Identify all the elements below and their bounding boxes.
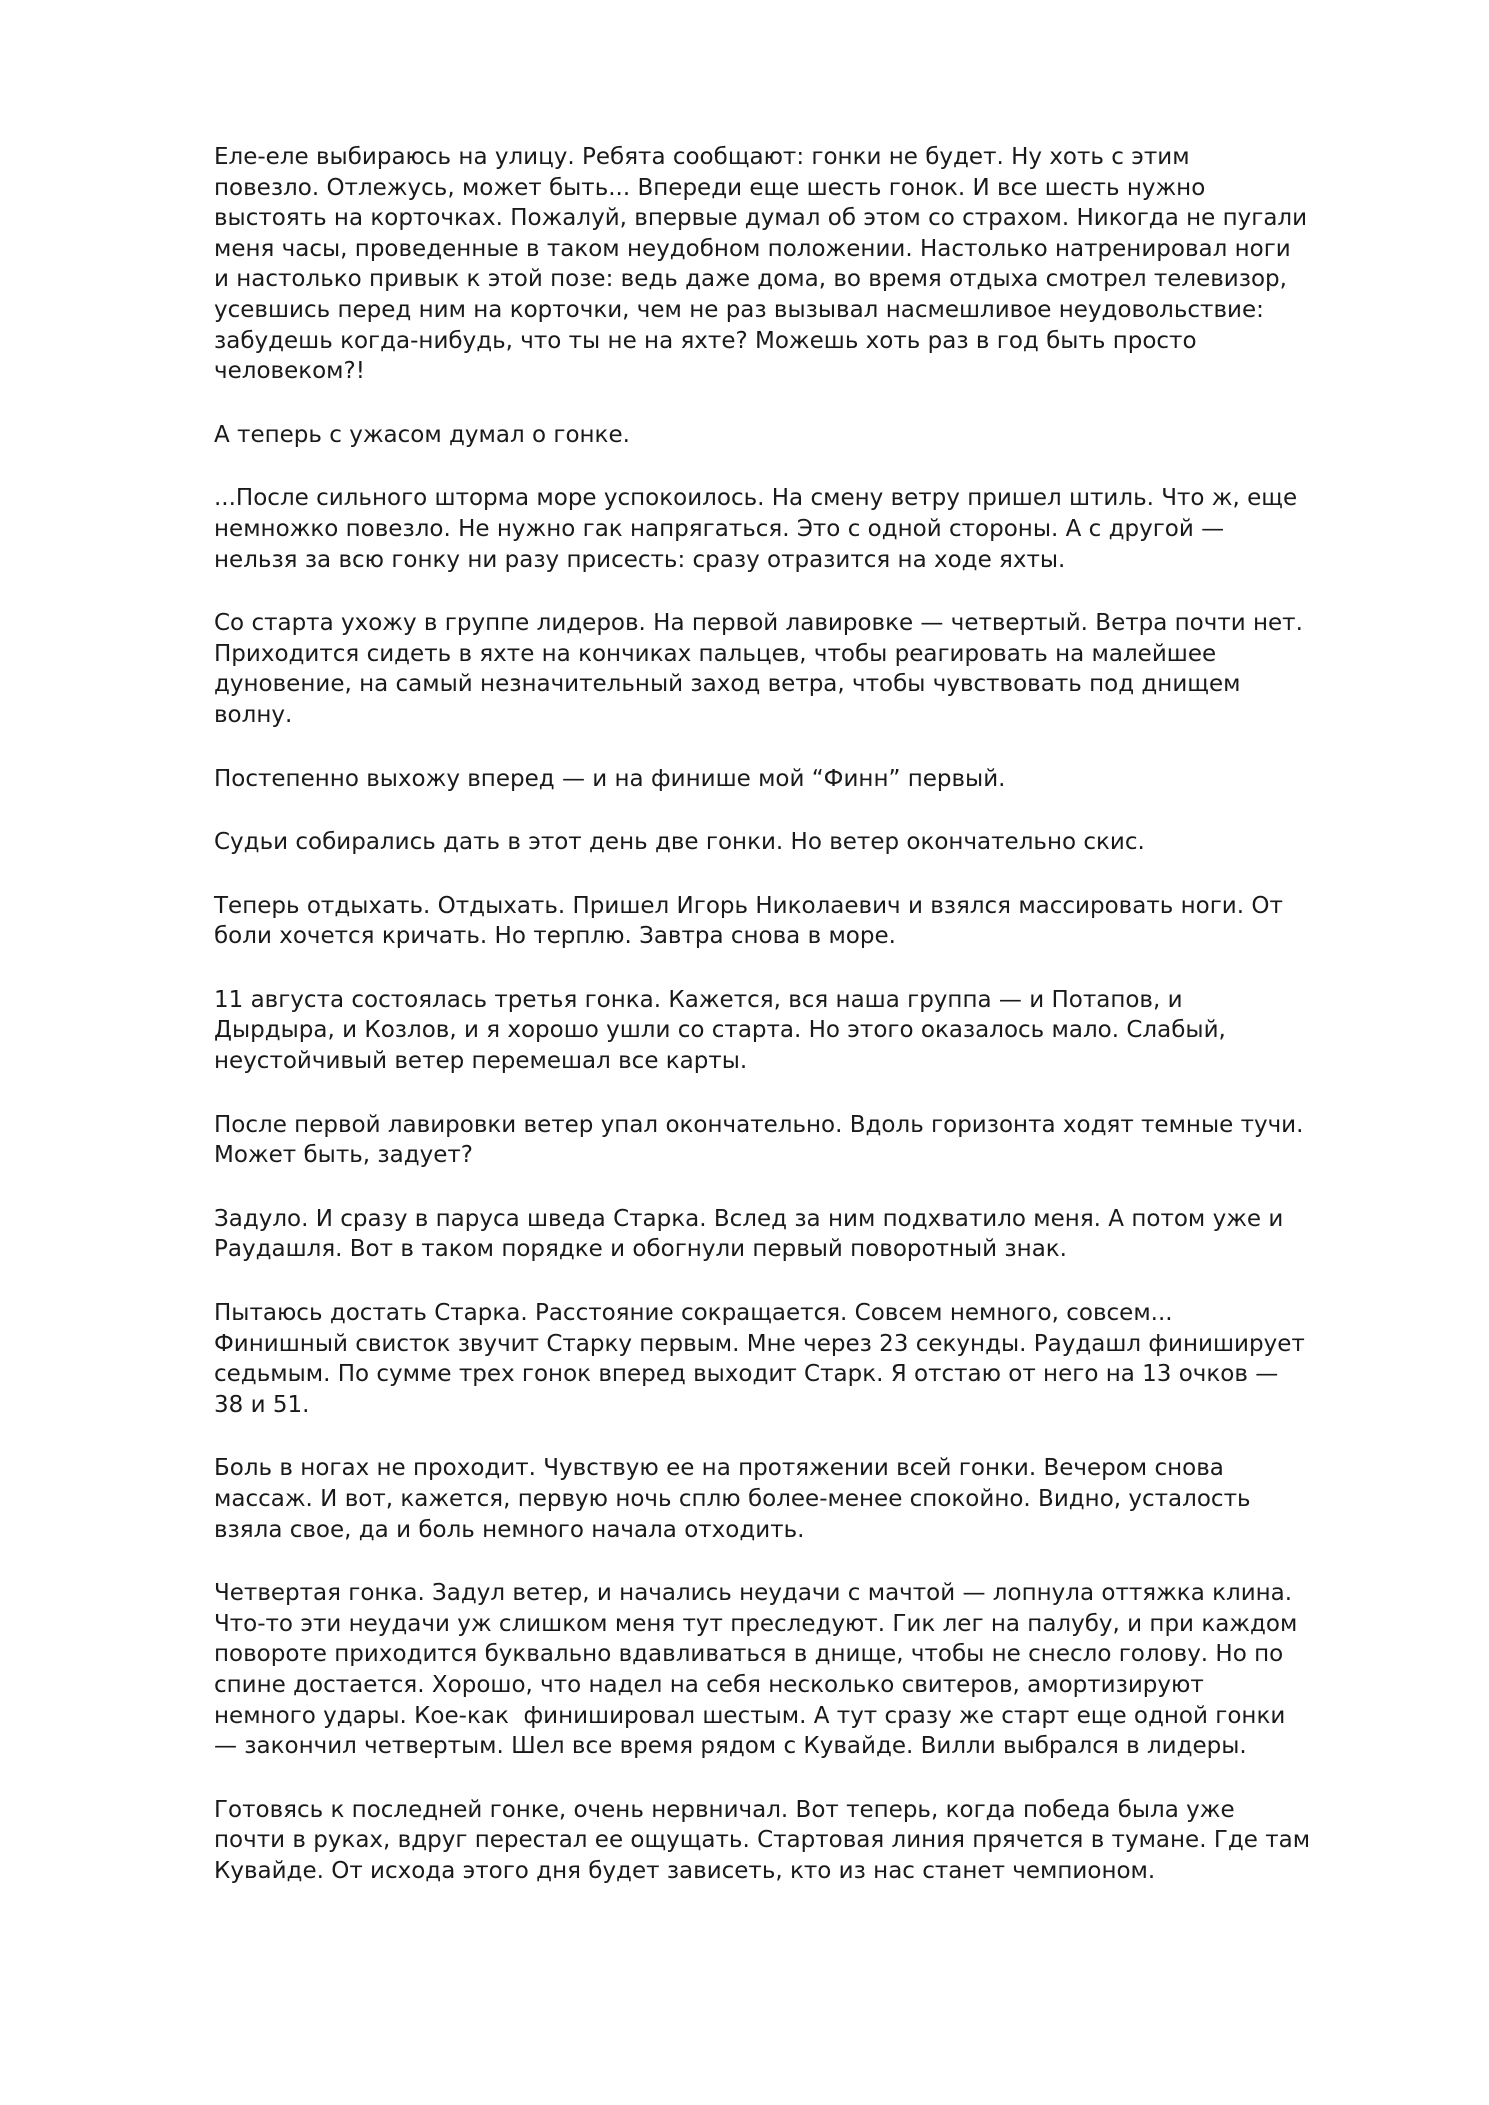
paragraph [214, 1795, 1414, 1887]
text-line: 38 и 51. [214, 1391, 310, 1418]
text-line: Может быть, задует? [214, 1142, 474, 1169]
text-line: выстоять на корточках. Пожалуй, впервые думал об этом со страхом. Никогда не пугали [214, 205, 1308, 232]
text-line: Что-то эти неудачи уж слишком меня тут преследуют. Гик лег на палубу, и при каждом [214, 1610, 1298, 1637]
text-line: и настолько привык к этой позе: ведь даже дома, во время отдыха смотрел телевизор, [214, 266, 1287, 293]
paragraph [214, 142, 1414, 387]
text-line: 11 августа состоялась третья гонка. Кажется, вся наша группа — и Потапов, и [214, 986, 1183, 1013]
text-line: Судьи собирались дать в этот день две гонки. Но ветер окончательно скис. [214, 829, 1145, 856]
text-line: забудешь когда-нибудь, что ты не на яхте? Можешь хоть раз в год быть просто [214, 327, 1197, 354]
text-line: ...После сильного шторма море успокоилось. На смену ветру пришел штиль. Что ж, еще [214, 485, 1298, 512]
paragraph [214, 1110, 1414, 1171]
text-line: Постепенно выхожу вперед — и на финише мой “Финн” первый. [214, 765, 1006, 792]
paragraph [214, 764, 1414, 795]
paragraph [214, 1453, 1414, 1545]
paragraph [214, 483, 1414, 575]
paragraph [214, 827, 1414, 858]
text-line: Еле-еле выбираюсь на улицу. Ребята сообщают: гонки не будет. Ну хоть с этим [214, 144, 1190, 170]
text-line: повороте приходится буквально вдавливаться в днище, чтобы не снесло голову. Но по [214, 1641, 1284, 1668]
text-line: Задуло. И сразу в паруса шведа Старка. Вслед за ним подхватило меня. А потом уже и [214, 1205, 1284, 1232]
text-line: Приходится сидеть в яхте на кончиках пальцев, чтобы реагировать на малейшее [214, 640, 1217, 667]
text-line: массаж. И вот, кажется, первую ночь сплю более-менее спокойно. Видно, усталость [214, 1486, 1251, 1512]
paragraph [214, 420, 1414, 451]
text-line: усевшись перед ним на корточки, чем не раз вызывал насмешливое неудовольствие: [214, 296, 1264, 323]
text-line: Кувайде. От исхода этого дня будет зависеть, кто из нас станет чемпионом. [214, 1857, 1156, 1884]
text-line: неустойчивый ветер перемешал все карты. [214, 1048, 748, 1075]
text-line: Дырдыра, и Козлов, и я хорошо ушли со старта. Но этого оказалось мало. Слабый, [214, 1017, 1226, 1044]
text-line: нельзя за всю гонку ни разу присесть: сразу отразится на ходе яхты. [214, 546, 1066, 573]
text-line: дуновение, на самый незначительный заход ветра, чтобы чувствовать под днищем [214, 671, 1241, 698]
text-line: — закончил четвертым. Шел все время рядом с Кувайде. Вилли выбрался в лидеры. [214, 1733, 1247, 1760]
paragraph [214, 891, 1414, 952]
text-line: волну. [214, 701, 293, 728]
text-line: Пытаюсь достать Старка. Расстояние сокращается. Совсем немного, совсем... [214, 1300, 1173, 1327]
text-line: седьмым. По сумме трех гонок вперед выходит Старк. Я отстаю от него на 13 очков — [214, 1361, 1279, 1388]
text-line: Финишный свисток звучит Старку первым. Мне через 23 секунды. Раудашл финиширует [214, 1330, 1305, 1357]
text-line: Боль в ногах не проходит. Чувствую ее на протяжении всей гонки. Вечером снова [214, 1455, 1224, 1482]
paragraph [214, 1204, 1414, 1265]
paragraph [214, 608, 1414, 730]
paragraph [214, 1578, 1414, 1762]
text-line: немного удары. Кое-как финишировал шестым. А тут сразу же старт еще одной гонки [214, 1702, 1286, 1729]
text-line: боли хочется кричать. Но терплю. Завтра снова в море. [214, 923, 896, 950]
text-line: человеком?! [214, 358, 365, 385]
paragraph [214, 985, 1414, 1077]
text-line: После первой лавировки ветер упал окончательно. Вдоль горизонта ходят темные тучи. [214, 1111, 1304, 1138]
paragraph [214, 1298, 1414, 1420]
text-line: повезло. Отлежусь, может быть... Впереди еще шесть гонок. И все шесть нужно [214, 174, 1206, 201]
text-line: Раудашля. Вот в таком порядке и обогнули первый поворотный знак. [214, 1236, 1067, 1263]
document-page [214, 142, 1414, 1920]
text-line: немножко повезло. Не нужно гак напрягаться. Это с одной стороны. А с другой — [214, 515, 1225, 542]
text-line: Со старта ухожу в группе лидеров. На первой лавировке — четвертый. Ветра почти нет. [214, 610, 1303, 637]
text-line: А теперь с ужасом думал о гонке. [214, 421, 630, 448]
text-line: меня часы, проведенные в таком неудобном положении. Настолько натренировал ноги [214, 235, 1291, 262]
text-line: Теперь отдыхать. Отдыхать. Пришел Игорь Николаевич и взялся массировать ноги. От [214, 892, 1283, 919]
text-line: взяла свое, да и боль немного начала отходить. [214, 1516, 805, 1543]
text-line: Готовясь к последней гонке, очень нервничал. Вот теперь, когда победа была уже [214, 1796, 1235, 1823]
text-line: спине достается. Хорошо, что надел на себя несколько свитеров, амортизируют [214, 1671, 1204, 1698]
text-line: Четвертая гонка. Задул ветер, и начались неудачи с мачтой — лопнула оттяжка клина. [214, 1580, 1293, 1607]
text-line: почти в руках, вдруг перестал ее ощущать. Стартовая линия прячется в тумане. Где там [214, 1827, 1311, 1854]
